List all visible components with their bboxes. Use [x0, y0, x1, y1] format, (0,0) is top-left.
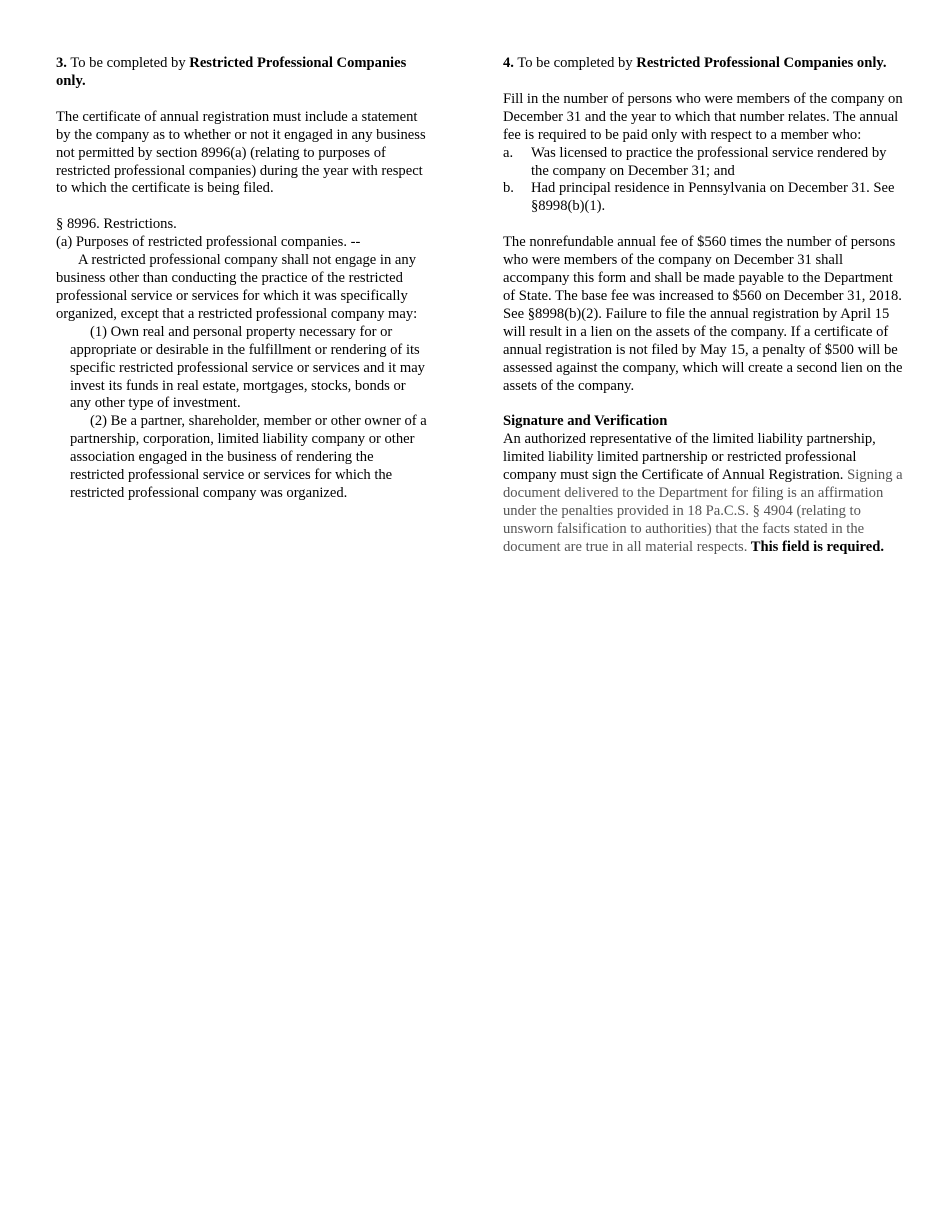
statute-body: A restricted professional company shall not engage in any business other than conducting the practice of the restricted professional service or services for which it was specifically organized, except that a restricted professional company may: — [56, 252, 418, 322]
signature-text: An authorized representative of the limited liability partnership, limited liability limited partnership or restricted professional company must sign the Certificate of Annual Registration. — [503, 431, 876, 484]
signature-required-note: This field is required. — [747, 538, 884, 555]
section-3-paragraph: The certificate of annual registration must include a statement by the company as to whether or not it engaged in any business not permitted by section 8996(a) (relating to purposes of restricted professional companies) during the year with respect to which the certificate is being filed. — [56, 108, 426, 197]
list-marker: b. — [503, 180, 514, 197]
section-3-intro: To be completed by — [66, 55, 190, 71]
statute-subsection: (a) Purposes of restricted professional companies. -- — [56, 234, 361, 251]
statute-item-2: (2) Be a partner, shareholder, member or other owner of a partnership, corporation, limited liability company or other association engaged in the business of rendering the restricted professional service or services for which the restricted professional company was organized. — [70, 413, 427, 501]
signature-paragraph — [503, 431, 903, 556]
fee-paragraph: The nonrefundable annual fee of $560 times the number of persons who were members of the company on December 31 shall accompany this form and shall be made payable to the Department of State. The base fee was increased to $560 on December 31, 2018. See §8998(b)(2). Failure to file the annual registration by April 15 will result in a lien on the assets of the company. If a certificate of annual registration is not filed by May 15, a penalty of $500 will be assessed against the company, which will create a second lien on the assets of the company. — [503, 234, 903, 394]
statute-item-1: (1) Own real and personal property necessary for or appropriate or desirable in the fulfillment or rendering of its specific restricted professional service or services and it may invest its funds in real estate, mortgages, stocks, bonds or any other type of investment. — [70, 323, 425, 412]
section-4-paragraph: Fill in the number of persons who were members of the company on December 31 and the year to which that number relates. The annual fee is required to be paid only with respect to a member who: — [503, 90, 903, 143]
statute-heading: § 8996. Restrictions. — [56, 216, 177, 233]
section-4-heading — [503, 55, 903, 73]
list-text: Was licensed to practice the professional service rendered by the company on December 31; and — [531, 144, 887, 179]
list-item — [503, 145, 903, 181]
signature-heading-text: Signature and Verification — [503, 413, 668, 430]
right-column — [503, 55, 903, 557]
section-3-number: 3. — [56, 55, 67, 71]
signature-affirmation: Signing a document delivered to the Department for filing is an affirmation under the penalties provided in 18 Pa.C.S. § 4904 (relating to unsworn falsification to authorities) that the facts stated in the document are true in all material respects. — [503, 467, 903, 555]
list-marker: a. — [503, 144, 514, 161]
section-3-bold-title: Restricted Professional Companies only. — [56, 55, 407, 89]
list-text: Had principal residence in Pennsylvania on December 31. See §8998(b)(1). — [531, 180, 895, 215]
section-4-bold-title: Restricted Professional Companies only. — [636, 55, 887, 71]
section-3-heading — [56, 55, 428, 91]
section-4-intro: To be completed by — [513, 55, 637, 71]
list-item — [503, 180, 903, 216]
left-column — [56, 55, 428, 503]
signature-heading — [503, 413, 903, 431]
section-4-number: 4. — [503, 55, 514, 71]
